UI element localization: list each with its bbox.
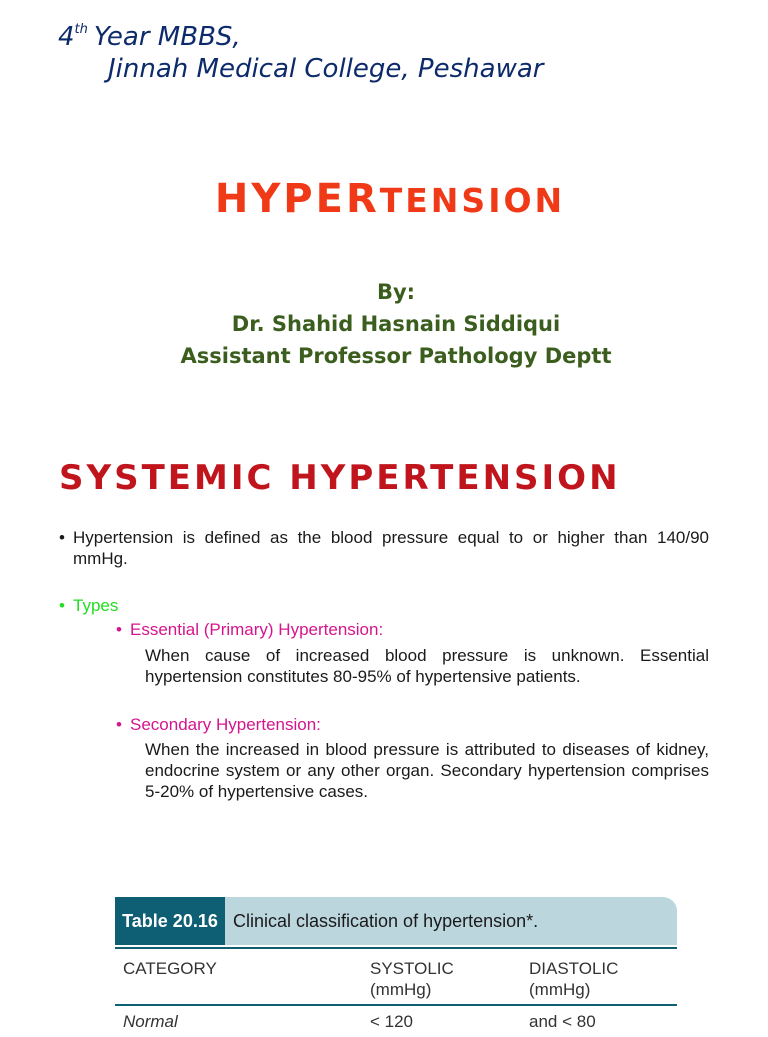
essential-heading: Essential (Primary) Hypertension: bbox=[130, 620, 384, 639]
bullet-dot: • bbox=[59, 528, 65, 547]
col-header-category: CATEGORY bbox=[123, 959, 217, 978]
presentation-title bbox=[0, 176, 768, 222]
definition-text: Hypertension is defined as the blood pressure equal to or higher than 140/90 mmHg. bbox=[73, 528, 709, 568]
col-header-systolic: SYSTOLIC (mmHg) bbox=[370, 959, 454, 999]
header-line-year: 4th Year MBBS, bbox=[58, 22, 241, 52]
essential-bullet bbox=[116, 619, 384, 640]
table-cell-systolic: < 120 bbox=[370, 1012, 414, 1031]
author-title: Assistant Professor Pathology Deptt bbox=[180, 344, 612, 368]
types-bullet bbox=[59, 595, 119, 616]
secondary-bullet bbox=[116, 714, 321, 735]
bullet-dot: • bbox=[116, 620, 122, 639]
bullet-dot: • bbox=[59, 596, 65, 615]
author-name: Dr. Shahid Hasnain Siddiqui bbox=[231, 312, 561, 336]
table-cell-diastolic: and < 80 bbox=[529, 1012, 596, 1031]
secondary-text: When the increased in blood pressure is attributed to diseases of kidney, endocrine system or any other organ. Secondary hypertension comprises 5-20% of hypertensive cases. bbox=[145, 740, 709, 801]
table-cell-category: Normal bbox=[123, 1012, 178, 1031]
bullet-dot: • bbox=[116, 715, 122, 734]
classification-table bbox=[115, 897, 677, 1037]
types-label: Types bbox=[73, 596, 119, 615]
title-part-large: HYPER bbox=[214, 176, 380, 222]
secondary-heading: Secondary Hypertension: bbox=[130, 715, 321, 734]
title-part-small: TENSION bbox=[379, 181, 566, 220]
table-number: Table 20.16 bbox=[115, 897, 225, 945]
col-header-diastolic: DIASTOLIC (mmHg) bbox=[529, 959, 619, 999]
section-title: SYSTEMIC HYPERTENSION bbox=[59, 458, 621, 498]
ordinal-superscript: th bbox=[74, 22, 88, 37]
header-line-college: Jinnah Medical College, Peshawar bbox=[108, 54, 544, 84]
table-rule bbox=[115, 1004, 677, 1006]
table-caption: Clinical classification of hypertension*. bbox=[233, 910, 539, 931]
table-rule bbox=[115, 947, 677, 949]
definition-bullet bbox=[59, 527, 709, 569]
essential-text: When cause of increased blood pressure is unknown. Essential hypertension constitutes 80-95% of hypertensive patients. bbox=[145, 646, 709, 686]
by-label: By: bbox=[376, 280, 416, 304]
